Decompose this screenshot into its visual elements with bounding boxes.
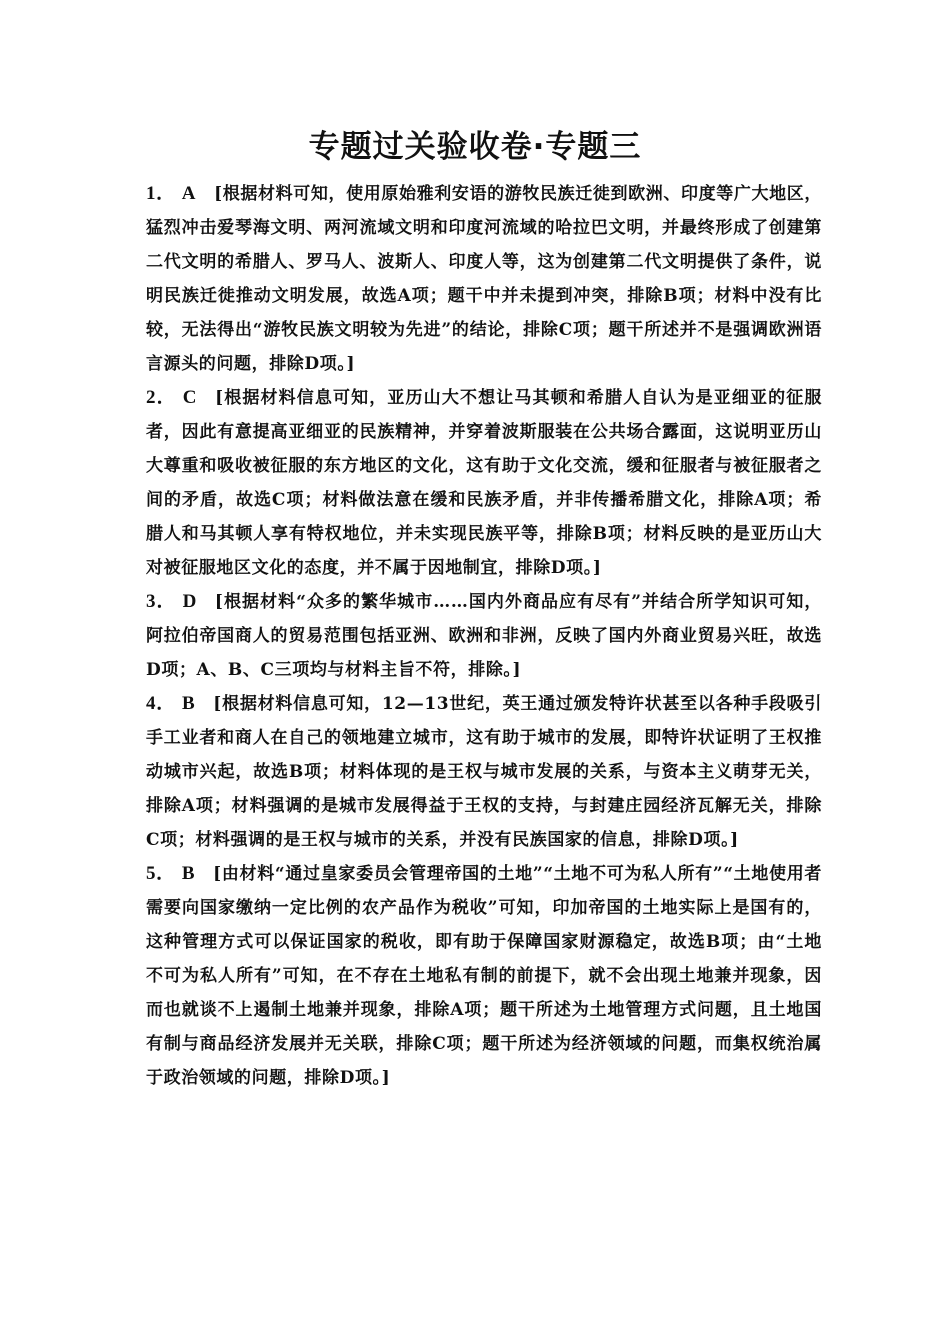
answer-item-3 (146, 585, 822, 687)
item-answer: B (182, 693, 196, 714)
item-number: 5． (146, 863, 176, 884)
item-answer: A (181, 183, 197, 204)
item-explanation: [由材料“通过皇家委员会管理帝国的土地”“土地不可为私人所有”“土地使用者需要向国家缴纳一定比例的农产品作为税收”可知，印加帝国的土地实际上是国有的，这种管理方式可以保证国家的税收，即有助于保障国家财源稳定，故选B项；由“土地不可为私人所有”可知，在不存在土地私有制的前提下，就不会出现土地兼并现象，因而也就谈不上遏制土地兼并现象，排除A项；题干所述为土地管理方式问题，且土地国有制与商品经济发展并无关联，排除C项；题干所述为经济领域的问题，而集权统治属于政治领域的问题，排除D项。] (146, 864, 823, 1088)
item-explanation: [根据材料可知，使用原始雅利安语的游牧民族迁徙到欧洲、印度等广大地区，猛烈冲击爱琴海文明、两河流域文明和印度河流域的哈拉巴文明，并最终形成了创建第二代文明的希腊人、罗马人、波斯人、印度人等，这为创建第二代文明提供了条件，说明民族迁徙推动文明发展，故选A项；题干中并未提到冲突，排除B项；材料中没有比较，无法得出“游牧民族文明较为先进”的结论，排除C项；题干所述并不是强调欧洲语言源头的问题，排除D项。] (146, 184, 823, 374)
item-answer: C (182, 387, 198, 408)
answer-item-4 (146, 687, 822, 857)
page-title: 专题过关验收卷·专题三 (308, 129, 642, 165)
item-number: 1． (146, 183, 176, 204)
answer-list (146, 177, 822, 1095)
answer-item-5 (146, 857, 822, 1095)
item-number: 2． (146, 387, 177, 408)
item-explanation: [根据材料信息可知，亚历山大不想让马其顿和希腊人自认为是亚细亚的征服者，因此有意提高亚细亚的民族精神，并穿着波斯服装在公共场合露面，这说明亚历山大尊重和吸收被征服的东方地区的文化，这有助于文化交流，缓和征服者与被征服者之间的矛盾，故选C项；材料做法意在缓和民族矛盾，并非传播希腊文化，排除A项；希腊人和马其顿人享有特权地位，并未实现民族平等，排除B项；材料反映的是亚历山大对被征服地区文化的态度，并不属于因地制宜，排除D项。] (146, 388, 822, 578)
item-explanation: [根据材料信息可知，12—13世纪，英王通过颁发特许状甚至以各种手段吸引手工业者和商人在自己的领地建立城市，这有助于城市的发展，即特许状证明了王权推动城市兴起，故选B项；材料体现的是王权与城市发展的关系，与资本主义萌芽无关，排除A项；材料强调的是城市发展得益于王权的支持，与封建庄园经济瓦解无关，排除C项；材料强调的是王权与城市的关系，并没有民族国家的信息，排除D项。] (146, 694, 822, 850)
item-answer: D (182, 591, 197, 612)
item-explanation: [根据材料“众多的繁华城市……国内外商品应有尽有”并结合所学知识可知，阿拉伯帝国商人的贸易范围包括亚洲、欧洲和非洲，反映了国内外商业贸易兴旺，故选D项；A、B、C三项均与材料主旨不符，排除。] (146, 592, 822, 680)
answer-item-1 (146, 177, 822, 381)
item-answer: B (181, 863, 196, 884)
answer-item-2 (146, 381, 822, 585)
item-number: 4． (146, 693, 177, 714)
item-number: 3． (146, 591, 177, 612)
